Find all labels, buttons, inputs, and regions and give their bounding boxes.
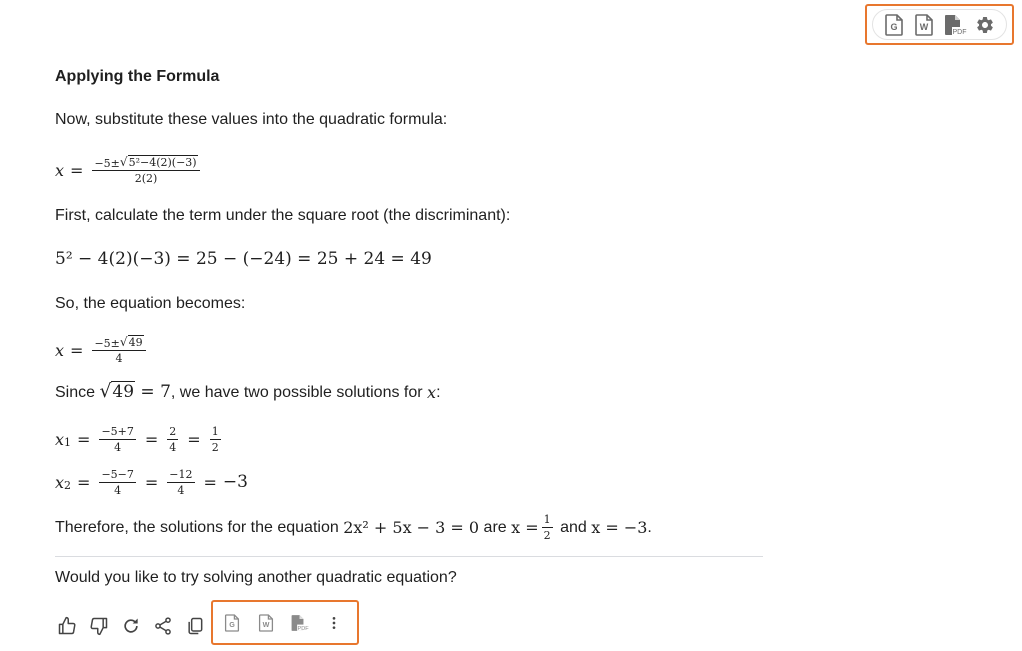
p5-x1-num: 1 [543,513,551,526]
google-docs-icon [884,14,904,36]
p5-x1-den: 2 [543,529,551,542]
eq4-f1-num: −5+7 [101,424,134,438]
svg-text:W: W [262,619,269,629]
p5-x1-lhs: x = [511,518,539,537]
pdf-icon [943,14,967,36]
equation-discriminant: 5² − 4(2)(−3) = 25 − (−24) = 25 + 24 = 49 [55,249,432,269]
thumbs-down-icon [89,616,109,636]
p5-are: are [479,518,512,536]
p5-pre: Therefore, the solutions for the equation [55,518,344,536]
thumbs-up-button[interactable] [55,614,79,638]
gear-icon [975,15,995,35]
bottom-export-toolbar-highlight [211,600,359,645]
eq3-den: 4 [115,352,123,366]
more-options-button[interactable] [323,611,344,635]
p4-mid: = 7 [135,382,171,402]
p4-radicand: 49 [112,382,135,402]
export-google-docs-button[interactable] [882,13,906,37]
sqrt-sign: √ [119,155,128,170]
eq4-f2-num: 2 [169,424,177,438]
eq4-f2-den: 4 [169,440,177,454]
eq4-lhs: x [55,429,65,449]
eq4-f1-den: 4 [114,440,122,454]
eq5-f1-num: −5−7 [101,467,134,481]
eq5-sub: 2 [64,478,72,492]
export-word-button[interactable] [255,611,276,635]
paragraph-since [55,381,441,402]
export-pdf-button[interactable] [943,13,967,37]
eq5-lhs: x [55,472,65,492]
settings-button[interactable] [973,13,997,37]
p4-post: : [436,384,441,401]
eq1-lhs: x [55,160,65,180]
equation-x1: x $_1$ = $\frac{-5+7}{4}$ = $\frac{2}{4}$ = $\frac{1}{2}$ [55,424,219,454]
p5-x2: x = −3 [591,518,648,537]
eq1-radicand: 5²−4(2)(−3) [128,155,197,169]
share-icon [153,616,173,636]
paragraph-discriminant: First, calculate the term under the square root (the discriminant): [55,207,511,224]
eq5-f2-den: 4 [177,483,185,497]
eq3-num: −5± [94,336,120,350]
paragraph-becomes: So, the equation becomes: [55,295,246,312]
paragraph-substitute: Now, substitute these values into the quadratic formula: [55,111,448,128]
eq3-equals: = [70,340,84,360]
copy-button[interactable] [183,614,207,638]
top-export-toolbar-highlight [865,4,1014,45]
copy-icon [185,616,205,636]
svg-text:W: W [920,21,929,32]
eq5-result: −3 [222,472,248,492]
more-vert-icon [326,615,342,631]
export-google-docs-button[interactable] [221,611,242,635]
svg-text:G: G [890,21,898,32]
svg-text:G: G [228,619,235,629]
svg-text:PDF: PDF [952,28,967,36]
share-button[interactable] [151,614,175,638]
eq4-f3-den: 2 [211,440,219,454]
word-icon [258,614,274,632]
p4-var: x [427,383,437,402]
eq3-radicand: 49 [128,335,143,349]
word-icon [914,14,934,36]
response-actions [55,614,215,638]
eq1-den: 2(2) [134,172,158,186]
eq1-fraction [92,155,199,186]
regenerate-button[interactable] [119,614,143,638]
p5-equation: 2x² + 5x − 3 = 0 [343,518,480,537]
eq3-fraction [92,335,145,366]
regenerate-icon [121,616,141,636]
paragraph-followup: Would you like to try solving another quadratic equation? [55,569,457,586]
section-heading: Applying the Formula [55,68,220,85]
eq5-f1-den: 4 [114,483,122,497]
pdf-icon [290,614,309,632]
divider [55,556,763,557]
google-docs-icon [224,614,240,632]
eq3-lhs: x [55,340,65,360]
eq1-equals: = [70,160,84,180]
eq1-num: −5± [94,156,120,170]
svg-text:PDF: PDF [297,625,309,632]
sqrt-sign: √ [99,381,112,403]
paragraph-therefore [55,513,652,542]
p5-and: and [555,518,592,536]
p5-end: . [647,518,652,536]
export-word-button[interactable] [912,13,936,37]
export-pdf-button[interactable] [289,611,310,635]
equation-x2: x $_2$ = $\frac{-5-7}{4}$ = $\frac{-12}{4}$ = −3 [55,467,248,497]
p4-text: , we have two possible solutions for [170,384,428,401]
p4-pre: Since [55,384,100,401]
sqrt-sign: √ [119,335,128,350]
equation-simplified [55,334,149,366]
equation-quadratic-formula [55,151,203,189]
thumbs-up-icon [57,616,77,636]
eq5-f2-num: −12 [169,467,193,481]
eq4-sub: 1 [64,435,72,449]
thumbs-down-button[interactable] [87,614,111,638]
top-export-toolbar [872,9,1007,40]
eq4-f3-num: 1 [211,424,219,438]
